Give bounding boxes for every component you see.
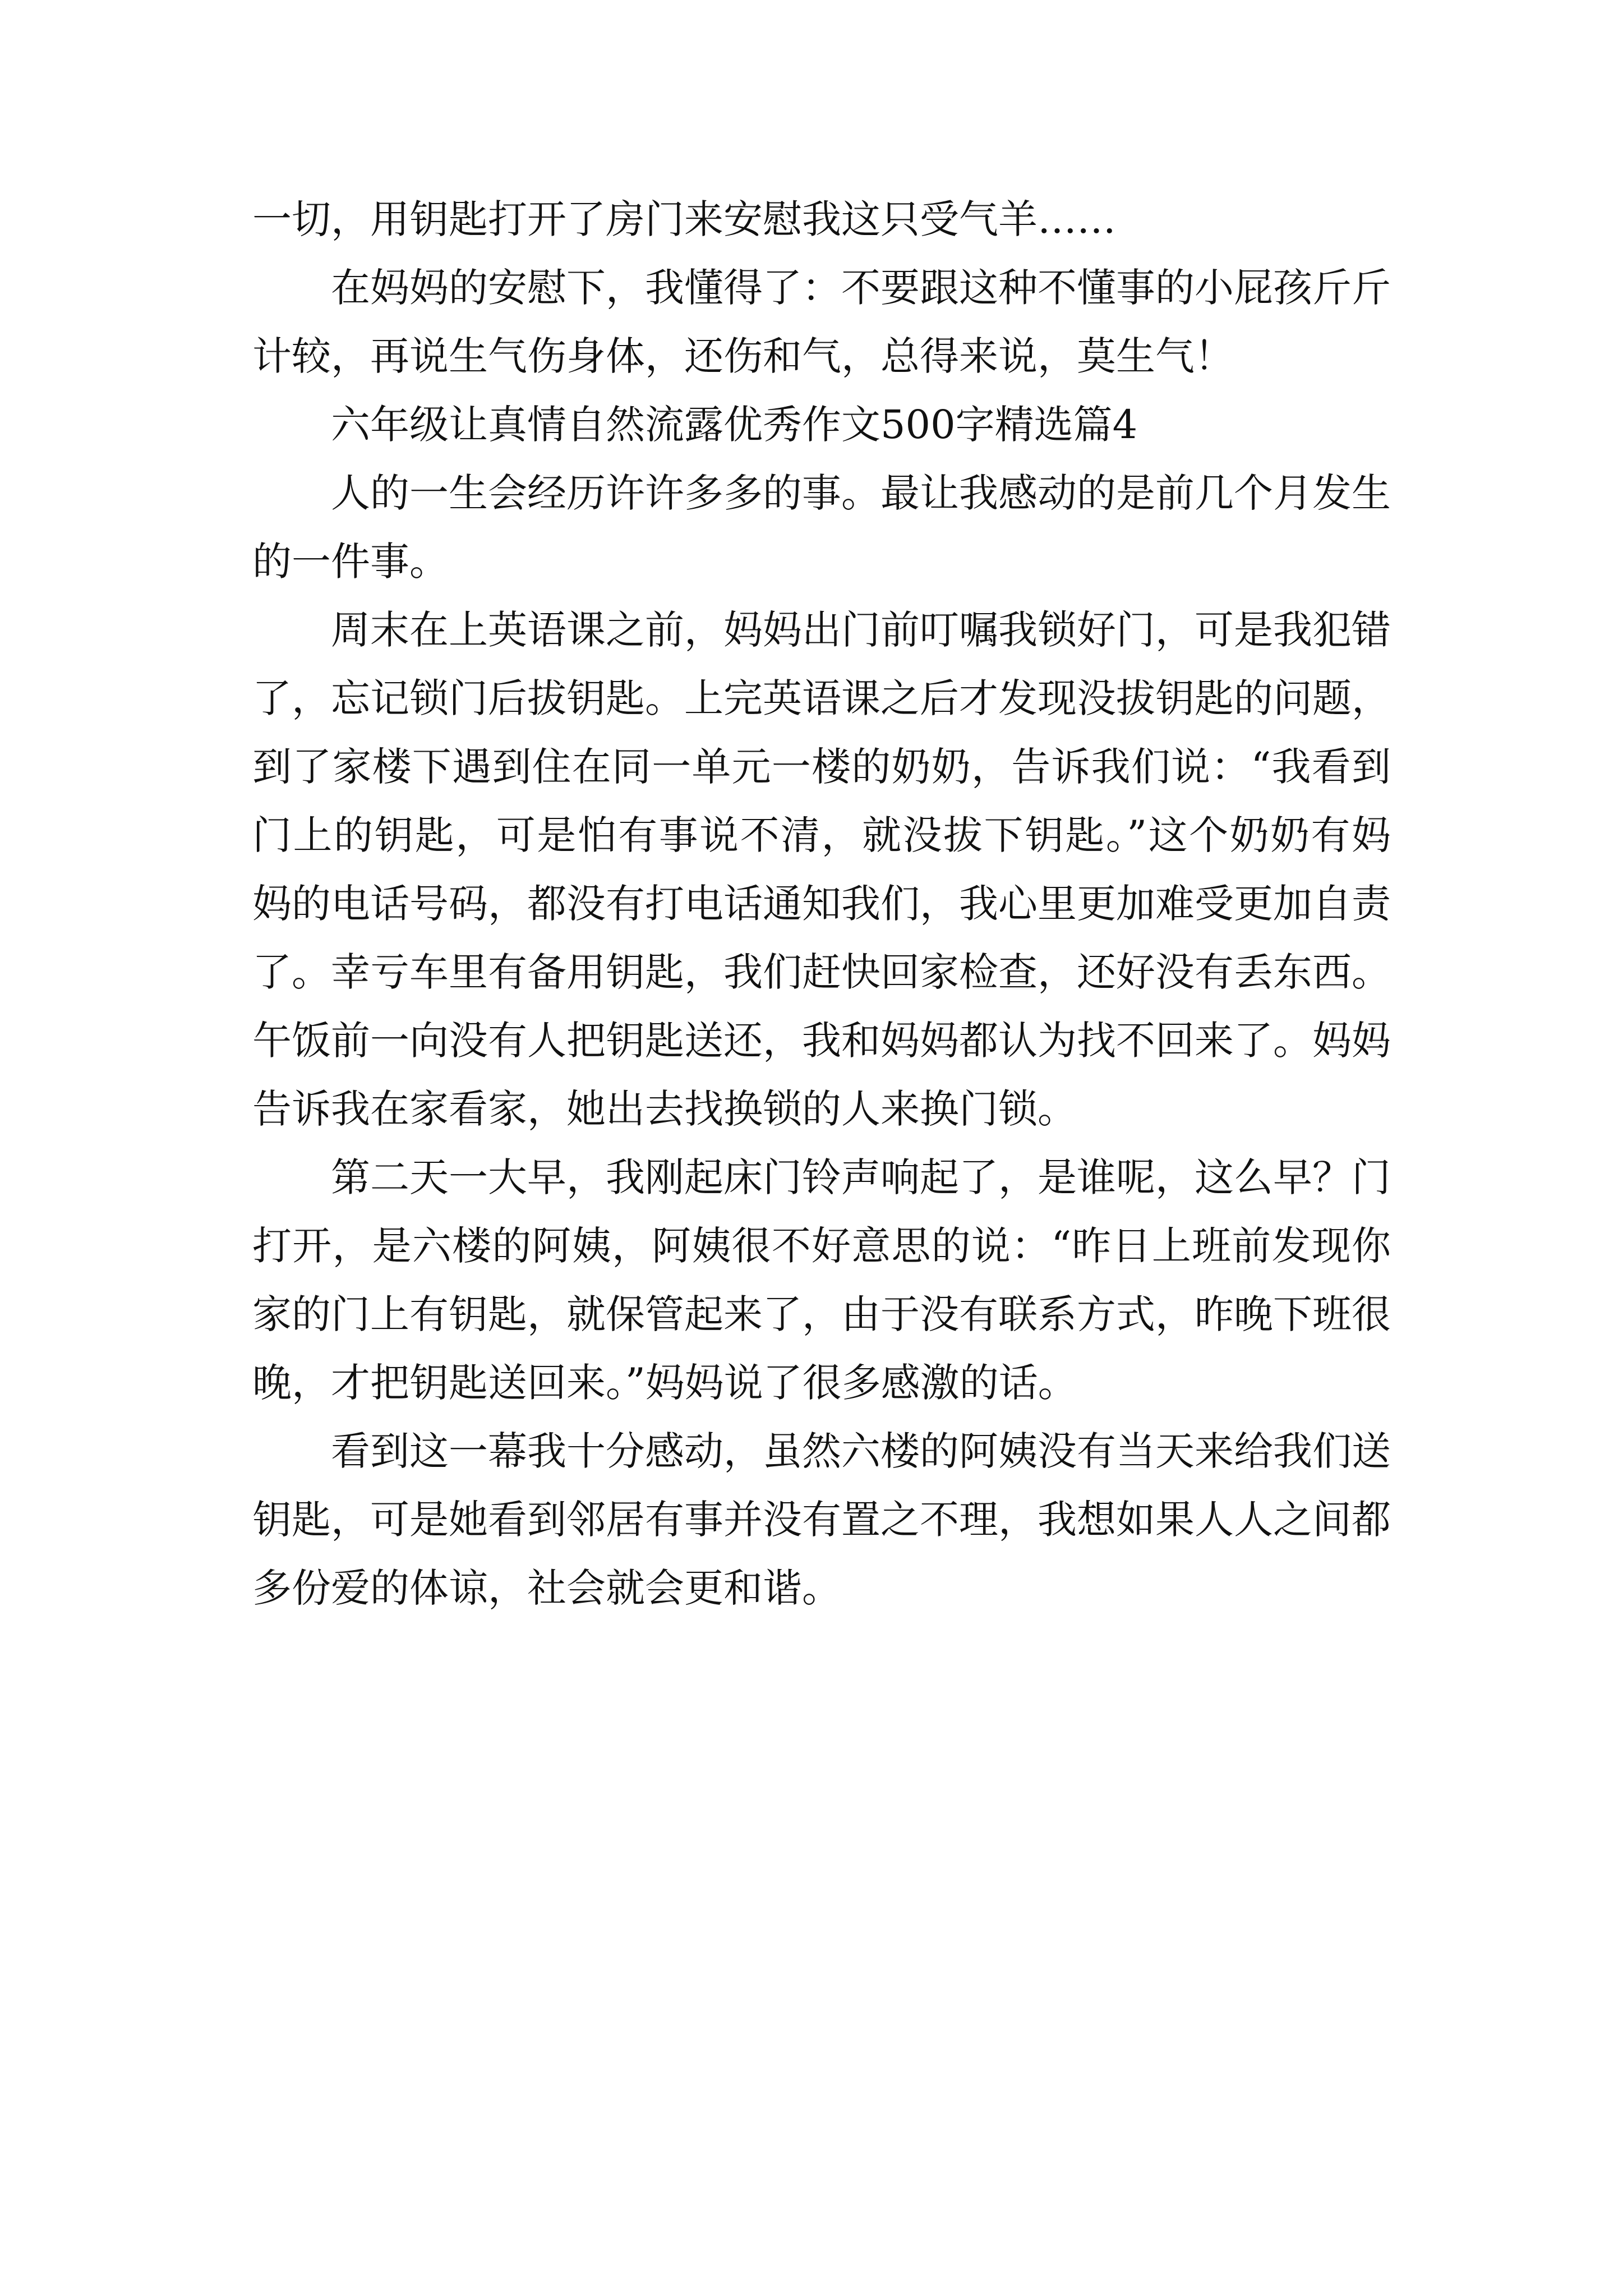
paragraph: 人的一生会经历许许多多的事。最让我感动的是前几个月发生的一件事。: [252, 470, 1391, 585]
section-heading: 六年级让真情自然流露优秀作文500字精选篇4: [331, 402, 1138, 448]
paragraph: 在妈妈的安慰下，我懂得了：不要跟这种不懂事的小屁孩斤斤计较，再说生气伤身体，还伤和气，总得来说，莫生气！: [252, 265, 1391, 379]
paragraph-continuation: 一切，用钥匙打开了房门来安慰我这只受气羊……: [252, 196, 1116, 242]
document-body: [252, 185, 1391, 1622]
paragraph: 周末在上英语课之前，妈妈出门前叮嘱我锁好门，可是我犯错了，忘记锁门后拔钥匙。上完英语课之后才发现没拔钥匙的问题，到了家楼下遇到住在同一单元一楼的奶奶，告诉我们说：“我看到门上的钥匙，可是怕有事说不清，就没拔下钥匙。”这个奶奶有妈妈的电话号码，都没有打电话通知我们，我心里更加难受更加自责了。幸亏车里有备用钥匙，我们赶快回家检查，还好没有丢东西。午饭前一向没有人把钥匙送还，我和妈妈都认为找不回来了。妈妈告诉我在家看家，她出去找换锁的人来换门锁。: [252, 607, 1391, 1132]
paragraph: 第二天一大早，我刚起床门铃声响起了，是谁呢，这么早？门打开，是六楼的阿姨，阿姨很不好意思的说：“昨日上班前发现你家的门上有钥匙，就保管起来了，由于没有联系方式，昨晚下班很晚，才把钥匙送回来。”妈妈说了很多感激的话。: [252, 1154, 1391, 1406]
paragraph: 看到这一幕我十分感动，虽然六楼的阿姨没有当天来给我们送钥匙，可是她看到邻居有事并没有置之不理，我想如果人人之间都多份爱的体谅，社会就会更和谐。: [252, 1428, 1391, 1611]
